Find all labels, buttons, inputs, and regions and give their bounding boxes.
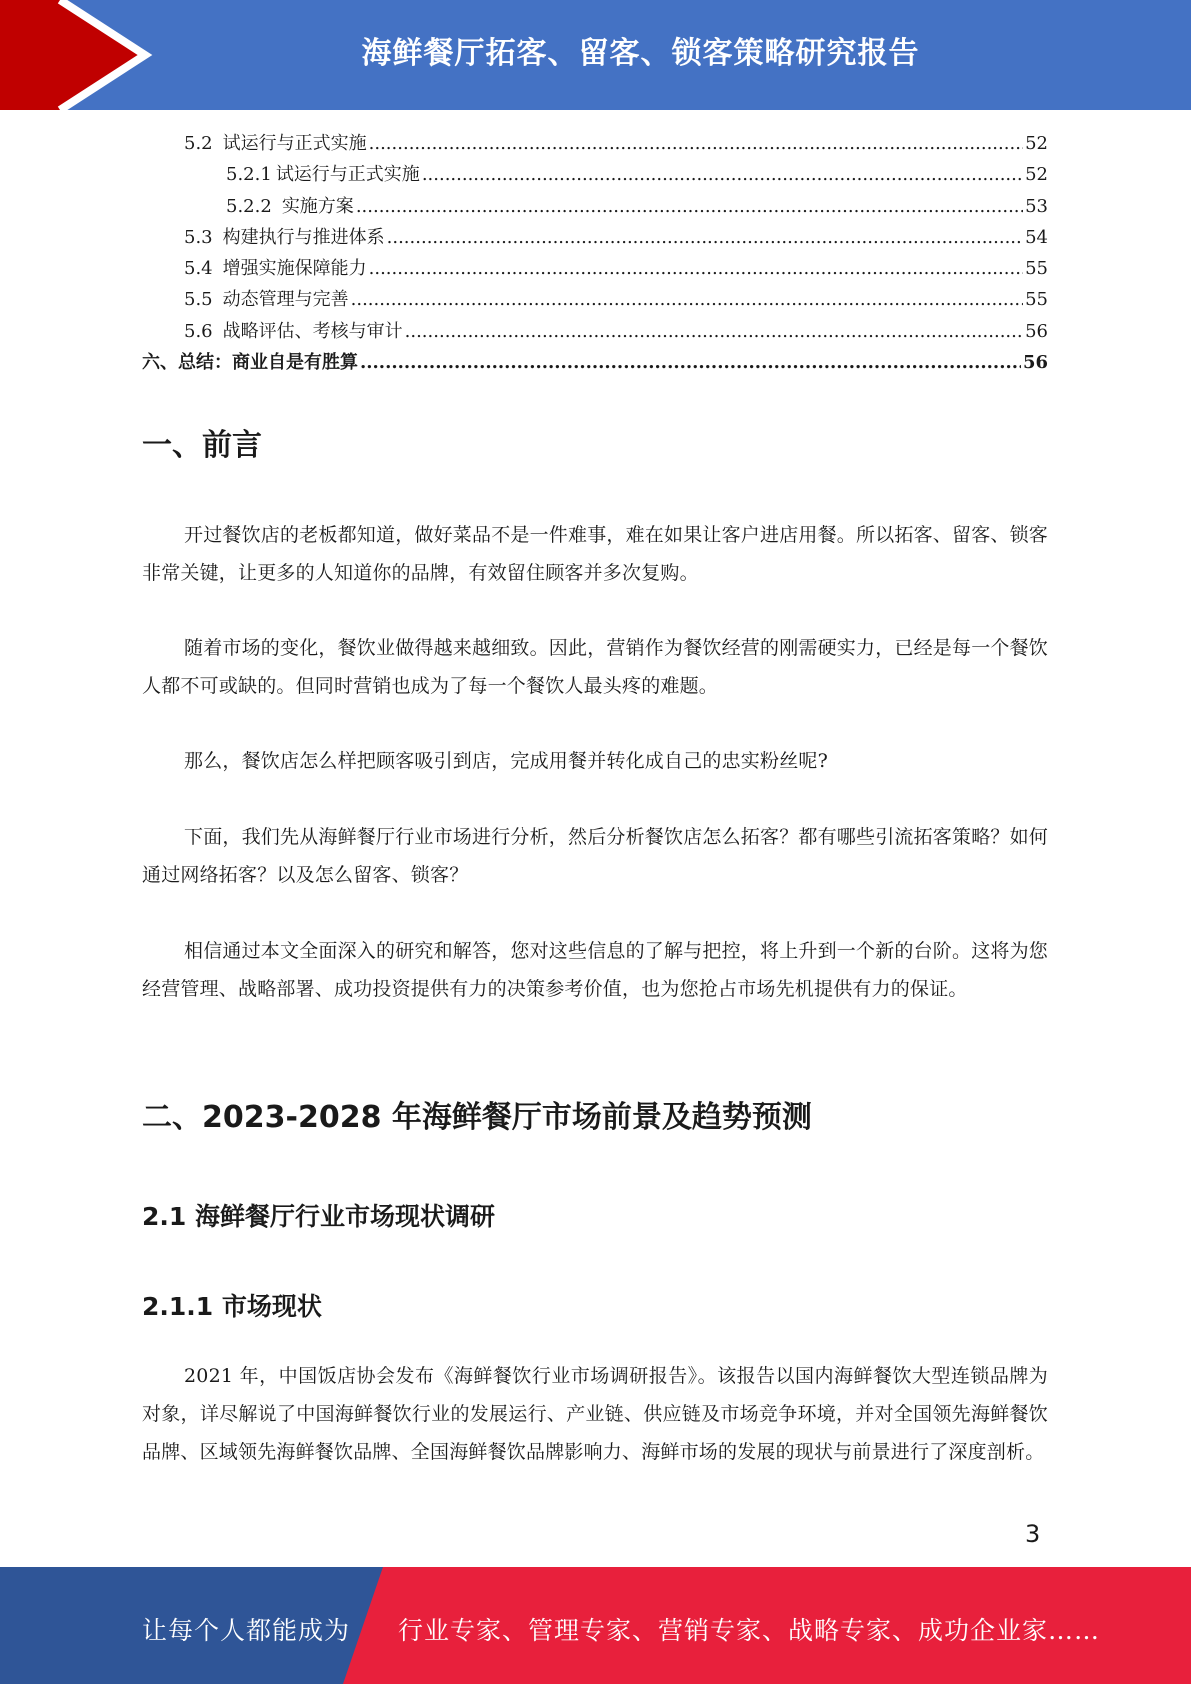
- page-header: [0, 0, 1191, 110]
- toc-entry[interactable]: [142, 128, 1048, 159]
- toc-leader-dots: [387, 222, 1023, 253]
- document-title: 海鲜餐厅拓客、留客、锁客策略研究报告: [361, 36, 920, 71]
- toc-entry-number: 5.2.1: [226, 164, 272, 186]
- toc-leader-dots: [405, 316, 1023, 347]
- preface-paragraph: 开过餐饮店的老板都知道，做好菜品不是一件难事，难在如果让客户进店用餐。所以拓客、留客、锁客非常关键，让更多的人知道你的品牌，有效留住顾客并多次复购。: [142, 524, 1049, 584]
- toc-entry-page: 55: [1025, 258, 1048, 280]
- toc-entry-number: 5.5: [184, 289, 213, 311]
- toc-entry[interactable]: [142, 191, 1048, 222]
- toc-entry-page: 56: [1022, 352, 1048, 374]
- section-2-1-1-heading: 2.1.1 市场现状: [142, 1292, 322, 1321]
- section-2-1-heading: 2.1 海鲜餐厅行业市场现状调研: [142, 1202, 495, 1231]
- toc-entry-number: 5.6: [184, 320, 213, 342]
- table-of-contents: [142, 128, 1048, 378]
- footer-slogan-right: 行业专家、管理专家、营销专家、战略专家、成功企业家……: [398, 1616, 1101, 1645]
- preface-paragraph: 下面，我们先从海鲜餐厅行业市场进行分析，然后分析餐饮店怎么拓客？都有哪些引流拓客策略？如何通过网络拓客？以及怎么留客、锁客？: [142, 826, 1049, 886]
- toc-entry-label: 增强实施保障能力: [222, 258, 367, 280]
- toc-leader-dots: [351, 284, 1023, 315]
- toc-entry-page: 52: [1025, 133, 1048, 154]
- toc-entry-label: 实施方案: [281, 195, 354, 217]
- toc-entry-page: 56: [1025, 320, 1048, 342]
- toc-entry[interactable]: [142, 159, 1048, 190]
- toc-entry[interactable]: [142, 347, 1048, 378]
- toc-entry-number: 5.3: [184, 226, 213, 248]
- toc-entry-page: 55: [1025, 289, 1048, 311]
- page-footer: [0, 1567, 1191, 1684]
- toc-entry-number: 5.4: [184, 258, 213, 280]
- page-number: 3: [1025, 1520, 1041, 1548]
- toc-leader-dots: [360, 347, 1021, 378]
- footer-slogan-left: 让每个人都能成为: [142, 1616, 351, 1645]
- toc-entry-label: 战略评估、考核与审计: [222, 320, 403, 342]
- toc-entry-label: 试运行与正式实施: [222, 133, 367, 154]
- toc-entry-page: 52: [1025, 164, 1048, 186]
- toc-entry-number: 5.2.2: [226, 195, 272, 217]
- section-2-heading: 二、2023-2028 年海鲜餐厅市场前景及趋势预测: [142, 1100, 812, 1135]
- body-paragraph: 2021 年，中国饭店协会发布《海鲜餐饮行业市场调研报告》。该报告以国内海鲜餐饮大型连锁品牌为对象，详尽解说了中国海鲜餐饮行业的发展运行、产业链、供应链及市场竞争环境，并对全国领先海鲜餐饮品牌、区域领先海鲜餐饮品牌、全国海鲜餐饮品牌影响力、海鲜市场的发展的现状与前景进行了深度剖析。: [142, 1365, 1048, 1463]
- toc-entry-page: 53: [1025, 195, 1048, 217]
- toc-entry[interactable]: [142, 253, 1048, 284]
- toc-entry[interactable]: [142, 284, 1048, 315]
- preface-paragraph: 随着市场的变化，餐饮业做得越来越细致。因此，营销作为餐饮经营的刚需硬实力，已经是每一个餐饮人都不可或缺的。但同时营销也成为了每一个餐饮人最头疼的难题。: [142, 637, 1049, 697]
- toc-leader-dots: [356, 191, 1023, 222]
- toc-leader-dots: [369, 253, 1023, 284]
- toc-entry[interactable]: [142, 316, 1048, 347]
- preface-paragraph: 相信通过本文全面深入的研究和解答，您对这些信息的了解与把控，将上升到一个新的台阶。这将为您经营管理、战略部署、成功投资提供有力的决策参考价值，也为您抢占市场先机提供有力的保证。: [142, 940, 1049, 1000]
- toc-leader-dots: [422, 159, 1023, 190]
- toc-leader-dots: [369, 128, 1023, 159]
- toc-entry-label: 动态管理与完善: [222, 289, 349, 311]
- preface-heading: 一、前言: [142, 428, 262, 463]
- preface-paragraph: 那么，餐饮店怎么样把顾客吸引到店，完成用餐并转化成自己的忠实粉丝呢?: [184, 750, 828, 772]
- toc-entry[interactable]: [142, 222, 1048, 253]
- toc-entry-label: 六、总结：商业自是有胜算: [142, 352, 358, 374]
- toc-entry-number: 5.2: [184, 133, 213, 154]
- toc-entry-page: 54: [1025, 226, 1048, 248]
- toc-entry-label: 构建执行与推进体系: [222, 226, 385, 248]
- toc-entry-label: 试运行与正式实施: [275, 164, 420, 186]
